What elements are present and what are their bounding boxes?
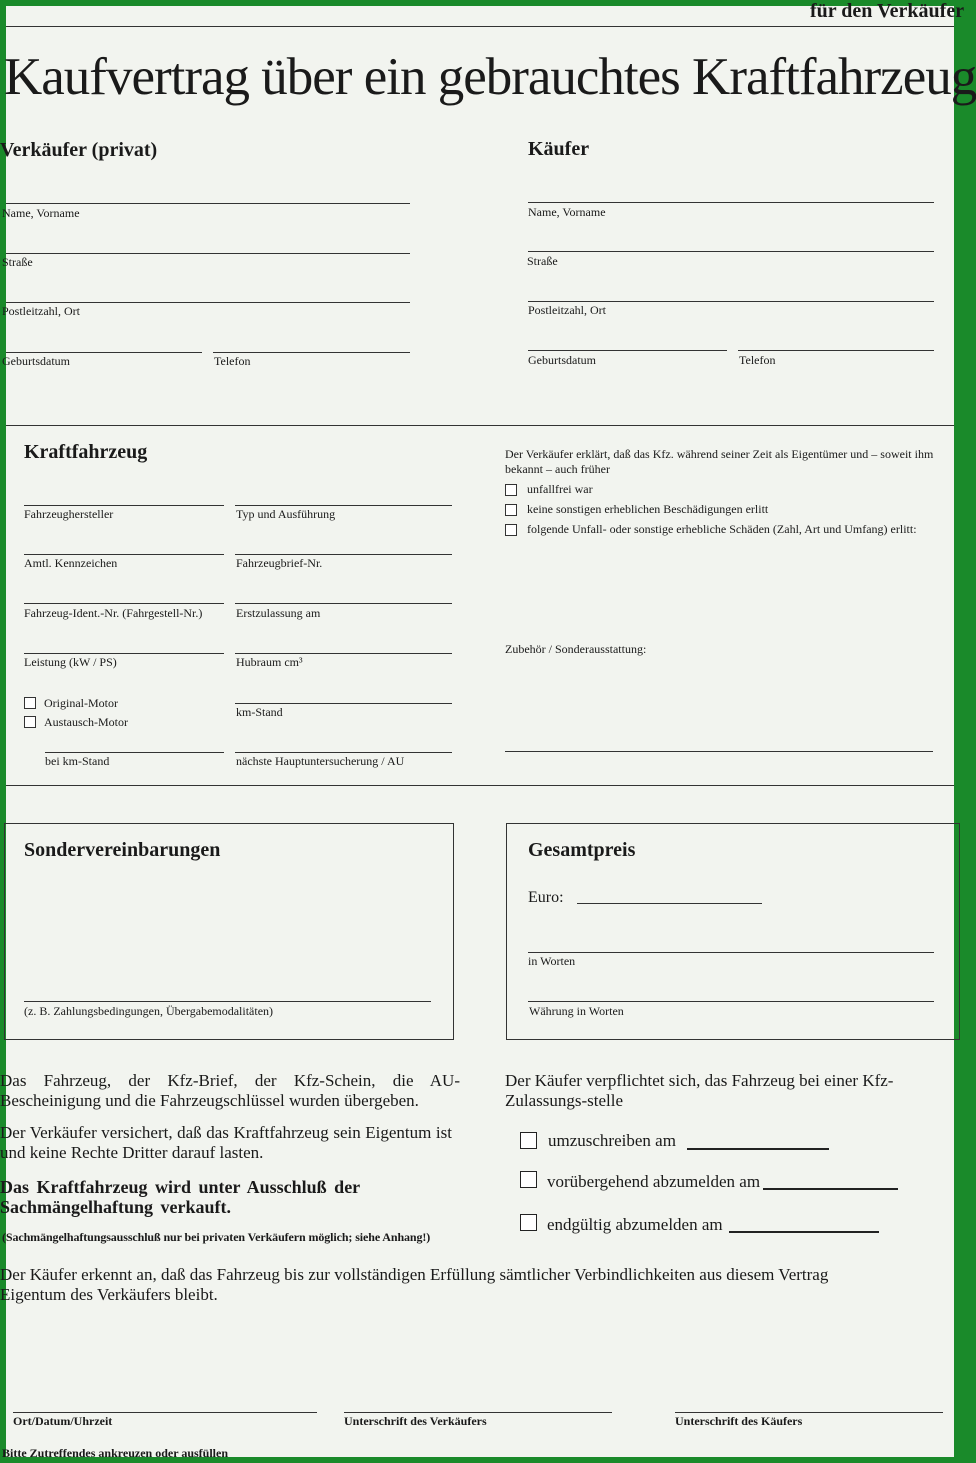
seller-street-line[interactable] bbox=[6, 253, 410, 254]
in-words-line[interactable] bbox=[528, 952, 934, 953]
plate-line[interactable] bbox=[24, 554, 224, 555]
copy-label: für den Verkäufer bbox=[810, 0, 965, 22]
buyer-name-label: Name, Vorname bbox=[528, 205, 606, 219]
displacement-label: Hubraum cm³ bbox=[236, 655, 303, 669]
buyer-postal-label: Postleitzahl, Ort bbox=[528, 303, 606, 317]
registration-doc-line[interactable] bbox=[235, 554, 452, 555]
seller-postal-label: Postleitzahl, Ort bbox=[2, 304, 80, 318]
header-rule bbox=[6, 26, 954, 27]
registration-doc-label: Fahrzeugbrief-Nr. bbox=[236, 556, 323, 570]
buyer-phone-line[interactable] bbox=[738, 350, 934, 351]
reregister-label: umzuschreiben am bbox=[548, 1131, 676, 1150]
vin-line[interactable] bbox=[24, 603, 224, 604]
footer-note: Bitte Zutreffendes ankreuzen oder ausfüllen bbox=[2, 1446, 229, 1460]
type-label: Typ und Ausführung bbox=[236, 507, 336, 521]
temp-deregister-checkbox[interactable] bbox=[520, 1171, 537, 1188]
seller-name-label: Name, Vorname bbox=[2, 206, 80, 220]
seller-birth-label: Geburtsdatum bbox=[2, 354, 70, 368]
seller-phone-line[interactable] bbox=[213, 352, 410, 353]
vin-label: Fahrzeug-Ident.-Nr. (Fahrgestell-Nr.) bbox=[24, 606, 203, 620]
accessories-label: Zubehör / Sonderausstattung: bbox=[505, 642, 647, 656]
mileage-line[interactable] bbox=[235, 703, 452, 704]
final-deregister-line[interactable] bbox=[729, 1231, 879, 1233]
replacement-engine-checkbox[interactable] bbox=[24, 716, 36, 728]
declaration-intro: Der Verkäufer erklärt, daß das Kfz. während seiner Zeit als Eigentümer und – soweit ihm bekannt – auch früher bbox=[505, 447, 934, 476]
seller-postal-line[interactable] bbox=[6, 302, 410, 303]
currency-words-label: Währung in Worten bbox=[529, 1004, 624, 1018]
no-damage-label: keine sonstigen erheblichen Beschädigungen erlitt bbox=[527, 502, 769, 516]
euro-line[interactable] bbox=[577, 903, 762, 904]
buyer-obligation-text: Der Käufer verpflichtet sich, das Fahrzeug bei einer Kfz-Zulassungs-stelle bbox=[505, 1071, 894, 1110]
currency-words-line[interactable] bbox=[528, 1001, 934, 1002]
special-agreements-heading: Sondervereinbarungen bbox=[24, 839, 221, 861]
reregister-line[interactable] bbox=[687, 1148, 829, 1150]
seller-street-label: Straße bbox=[2, 255, 33, 269]
damages-label: folgende Unfall- oder sonstige erhebliche Schäden (Zahl, Art und Umfang) erlitt: bbox=[527, 522, 917, 536]
seller-birth-line[interactable] bbox=[6, 352, 202, 353]
special-agreements-line[interactable] bbox=[24, 1001, 431, 1002]
temp-deregister-label: vorübergehend abzumelden am bbox=[547, 1172, 761, 1191]
buyer-signature-label: Unterschrift des Käufers bbox=[675, 1414, 803, 1428]
euro-label: Euro: bbox=[528, 889, 564, 906]
section-divider-1 bbox=[6, 425, 954, 426]
first-registration-label: Erstzulassung am bbox=[236, 606, 321, 620]
final-deregister-label: endgültig abzumelden am bbox=[547, 1215, 723, 1234]
retention-text: Der Käufer erkennt an, daß das Fahrzeug bis zur vollständigen Erfüllung sämtlicher Verbindlichkeiten aus diesem Vertrag Eigentum des Verkäufers bleibt. bbox=[0, 1265, 829, 1304]
mileage-label: km-Stand bbox=[236, 705, 283, 719]
original-engine-checkbox[interactable] bbox=[24, 697, 36, 709]
ownership-text: Der Verkäufer versichert, daß das Kraftfahrzeug sein Eigentum ist und keine Rechte Dritter darauf lasten. bbox=[0, 1123, 452, 1162]
vehicle-heading: Kraftfahrzeug bbox=[24, 441, 148, 463]
seller-phone-label: Telefon bbox=[214, 354, 251, 368]
final-deregister-checkbox[interactable] bbox=[520, 1214, 537, 1231]
seller-heading: Verkäufer (privat) bbox=[0, 139, 158, 161]
buyer-phone-label: Telefon bbox=[739, 353, 776, 367]
exclusion-text: Das Kraftfahrzeug wird unter Ausschluß der Sachmängelhaftung verkauft. bbox=[0, 1177, 360, 1217]
next-inspection-label: nächste Hauptuntersucherung / AU bbox=[236, 754, 405, 768]
special-agreements-note: (z. B. Zahlungsbedingungen, Übergabemodalitäten) bbox=[24, 1004, 274, 1018]
seller-signature-line[interactable] bbox=[344, 1412, 612, 1413]
buyer-heading: Käufer bbox=[528, 138, 590, 160]
power-line[interactable] bbox=[24, 653, 224, 654]
seller-signature-label: Unterschrift des Verkäufers bbox=[344, 1414, 487, 1428]
page-title: Kaufvertrag über ein gebrauchtes Kraftfahrzeug bbox=[4, 48, 976, 106]
original-engine-label: Original-Motor bbox=[44, 696, 118, 710]
at-mileage-label: bei km-Stand bbox=[45, 754, 110, 768]
buyer-street-line[interactable] bbox=[528, 251, 934, 252]
temp-deregister-line[interactable] bbox=[763, 1188, 898, 1190]
reregister-checkbox[interactable] bbox=[520, 1132, 537, 1149]
buyer-birth-label: Geburtsdatum bbox=[528, 353, 596, 367]
replacement-engine-label: Austausch-Motor bbox=[44, 715, 128, 729]
type-line[interactable] bbox=[235, 505, 452, 506]
place-date-line[interactable] bbox=[13, 1412, 317, 1413]
handover-text: Das Fahrzeug, der Kfz-Brief, der Kfz-Schein, die AU-Bescheinigung und die Fahrzeugschlüssel wurden übergeben. bbox=[0, 1071, 460, 1110]
exclusion-note: (Sachmängelhaftungsausschluß nur bei privaten Verkäufern möglich; siehe Anhang!) bbox=[2, 1230, 431, 1244]
no-damage-checkbox[interactable] bbox=[505, 504, 517, 516]
buyer-street-label: Straße bbox=[527, 254, 558, 268]
buyer-postal-line[interactable] bbox=[528, 301, 934, 302]
accessories-line[interactable] bbox=[505, 751, 933, 752]
buyer-signature-line[interactable] bbox=[675, 1412, 943, 1413]
displacement-line[interactable] bbox=[235, 653, 452, 654]
buyer-name-line[interactable] bbox=[528, 202, 934, 203]
total-price-heading: Gesamtpreis bbox=[528, 839, 636, 861]
accident-free-label: unfallfrei war bbox=[527, 482, 593, 496]
seller-name-line[interactable] bbox=[6, 203, 410, 204]
first-registration-line[interactable] bbox=[235, 603, 452, 604]
buyer-birth-line[interactable] bbox=[528, 350, 727, 351]
section-divider-2 bbox=[6, 785, 954, 786]
in-words-label: in Worten bbox=[528, 954, 576, 968]
at-mileage-line[interactable] bbox=[45, 752, 224, 753]
place-date-label: Ort/Datum/Uhrzeit bbox=[13, 1414, 113, 1428]
accident-free-checkbox[interactable] bbox=[505, 484, 517, 496]
manufacturer-line[interactable] bbox=[24, 505, 224, 506]
power-label: Leistung (kW / PS) bbox=[24, 655, 117, 669]
manufacturer-label: Fahrzeughersteller bbox=[24, 507, 114, 521]
next-inspection-line[interactable] bbox=[235, 752, 452, 753]
plate-label: Amtl. Kennzeichen bbox=[24, 556, 118, 570]
damages-checkbox[interactable] bbox=[505, 524, 517, 536]
